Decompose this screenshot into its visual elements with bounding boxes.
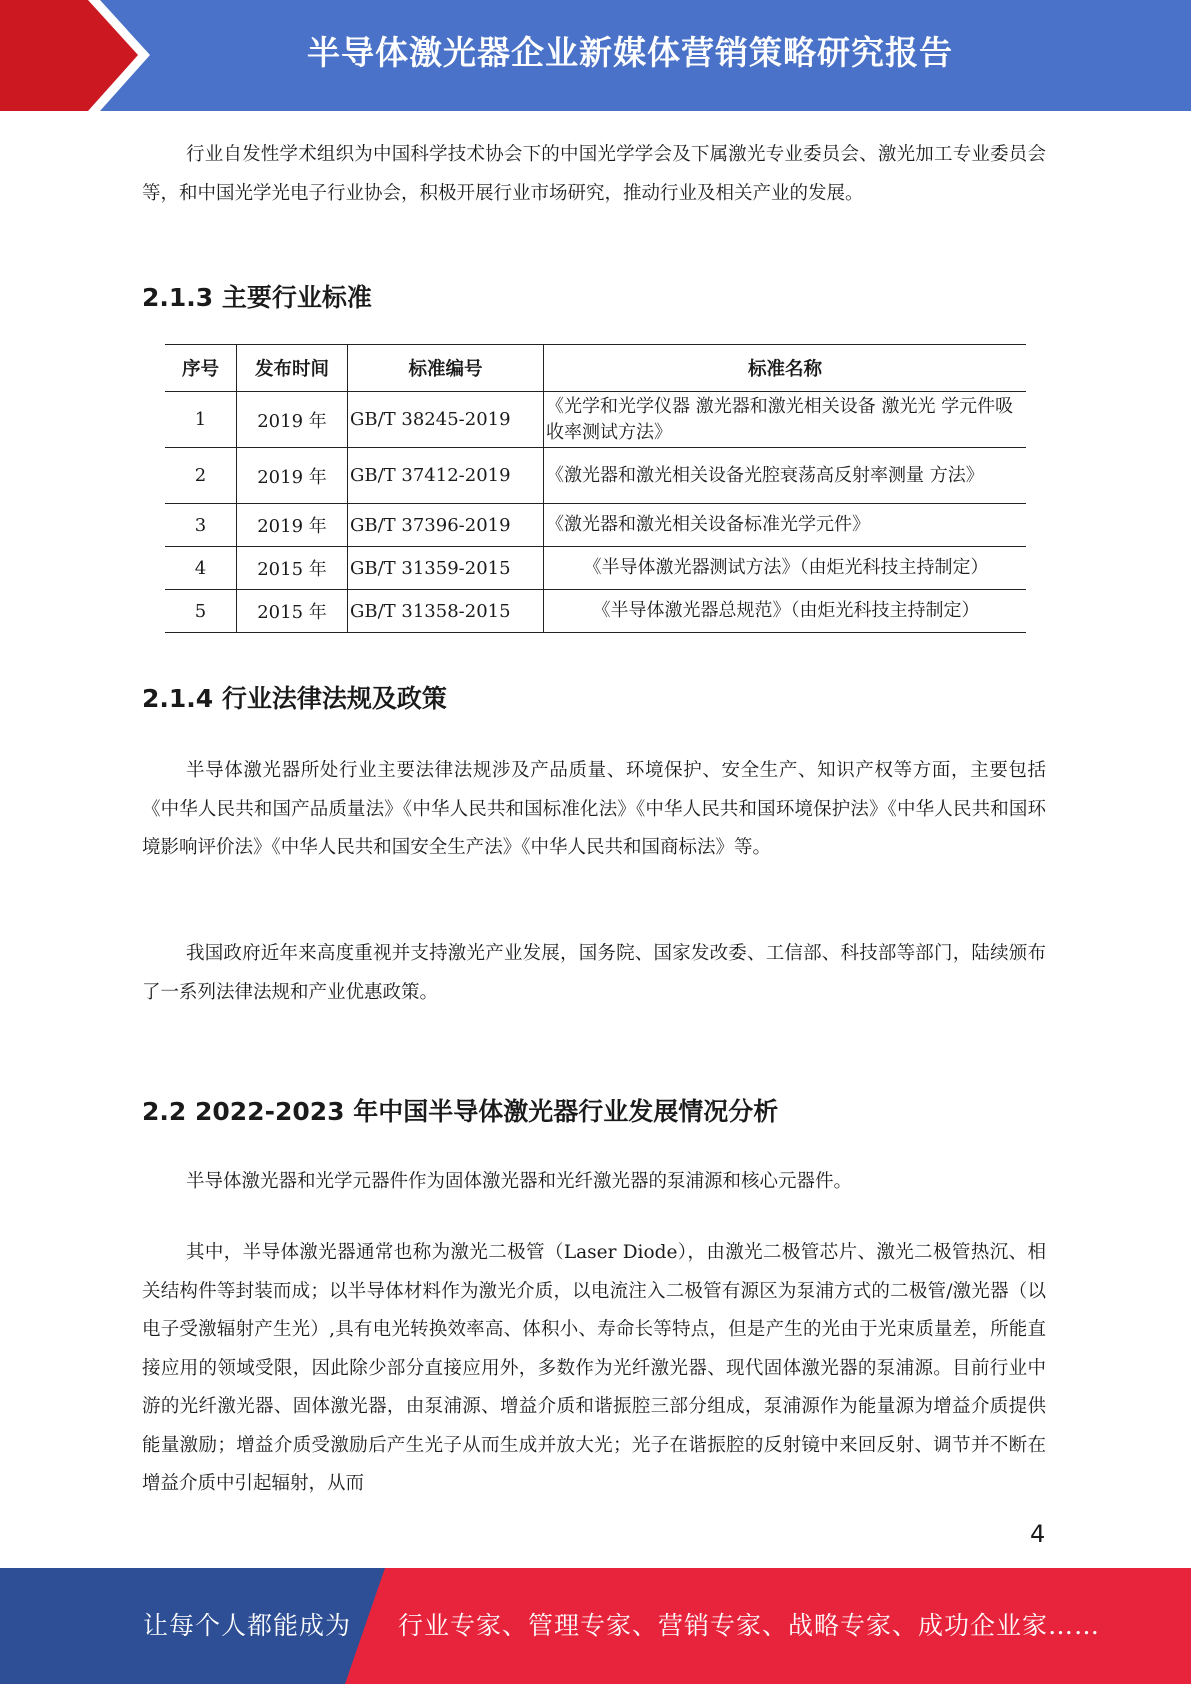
table-row [165, 590, 1026, 633]
table-row [165, 448, 1026, 504]
body-paragraph: 半导体激光器所处行业主要法律法规涉及产品质量、环境保护、安全生产、知识产权等方面，主要包括《中华人民共和国产品质量法》《中华人民共和国标准化法》《中华人民共和国环境保护法》《中华人民共和国环境影响评价法》《中华人民共和国安全生产法》《中华人民共和国商标法》等。 [142, 760, 1046, 858]
table-cell-date: 2015 年 [237, 547, 348, 590]
footer-slogan-right: 行业专家、管理专家、营销专家、战略专家、成功企业家…… [398, 1611, 1101, 1640]
table-cell-date: 2015 年 [237, 590, 348, 633]
table-row [165, 504, 1026, 547]
table-cell-name: 《半导体激光器总规范》（由炬光科技主持制定） [544, 590, 1027, 633]
table-cell-code: GB/T 31358-2015 [348, 590, 544, 633]
table-header-cell: 标准名称 [544, 345, 1027, 392]
page-number: 4 [1030, 1520, 1046, 1548]
table-cell-index: 4 [165, 547, 237, 590]
header-title: 半导体激光器企业新媒体营销策略研究报告 [307, 33, 953, 72]
body-paragraph: 半导体激光器和光学元器件作为固体激光器和光纤激光器的泵浦源和核心元器件。 [186, 1171, 853, 1192]
page-header [0, 0, 1191, 111]
table-header-cell: 标准编号 [348, 345, 544, 392]
table-cell-index: 5 [165, 590, 237, 633]
table-cell-code: GB/T 37412-2019 [348, 448, 544, 504]
body-paragraph: 我国政府近年来高度重视并支持激光产业发展，国务院、国家发改委、工信部、科技部等部门，陆续颁布了一系列法律法规和产业优惠政策。 [142, 943, 1046, 1003]
table-row [165, 547, 1026, 590]
table-row [165, 392, 1026, 448]
table-cell-date: 2019 年 [237, 504, 348, 547]
intro-paragraph: 行业自发性学术组织为中国科学技术协会下的中国光学学会及下属激光专业委员会、激光加工专业委员会等，和中国光学光电子行业协会，积极开展行业市场研究，推动行业及相关产业的发展。 [142, 144, 1046, 204]
table-cell-name: 《激光器和激光相关设备光腔衰荡高反射率测量 方法》 [544, 448, 1027, 504]
footer-slogan-left: 让每个人都能成为 [143, 1611, 352, 1640]
standards-table [165, 344, 1026, 633]
body-paragraph: 其中，半导体激光器通常也称为激光二极管（Laser Diode），由激光二极管芯片、激光二极管热沉、相关结构件等封装而成；以半导体材料作为激光介质，以电流注入二极管有源区为泵浦方式的二极管/激光器（以电子受激辐射产生光）,具有电光转换效率高、体积小、寿命长等特点，但是产生的光由于光束质量差，所能直接应用的领域受限，因此除少部分直接应用外，多数作为光纤激光器、现代固体激光器的泵浦源。目前行业中游的光纤激光器、固体激光器，由泵浦源、增益介质和谐振腔三部分组成，泵浦源作为能量源为增益介质提供能量激励；增益介质受激励后产生光子从而生成并放大光；光子在谐振腔的反射镜中来回反射、调节并不断在增益介质中引起辐射，从而 [142, 1242, 1046, 1494]
header-arrow-decoration [0, 0, 150, 111]
section-heading-2-1-4: 2.1.4 行业法律法规及政策 [142, 684, 447, 713]
table-cell-code: GB/T 37396-2019 [348, 504, 544, 547]
table-cell-date: 2019 年 [237, 448, 348, 504]
table-cell-name: 《光学和光学仪器 激光器和激光相关设备 激光光 学元件吸收率测试方法》 [544, 392, 1027, 448]
table-cell-index: 3 [165, 504, 237, 547]
table-header-cell: 序号 [165, 345, 237, 392]
table-header-cell: 发布时间 [237, 345, 348, 392]
section-heading-2-1-3: 2.1.3 主要行业标准 [142, 283, 372, 312]
section-heading-2-2: 2.2 2022-2023 年中国半导体激光器行业发展情况分析 [142, 1097, 779, 1126]
table-cell-name: 《激光器和激光相关设备标准光学元件》 [544, 504, 1027, 547]
table-cell-index: 1 [165, 392, 237, 448]
table-header-row [165, 345, 1026, 392]
table-cell-index: 2 [165, 448, 237, 504]
table-cell-name: 《半导体激光器测试方法》（由炬光科技主持制定） [544, 547, 1027, 590]
table-cell-code: GB/T 38245-2019 [348, 392, 544, 448]
table-cell-date: 2019 年 [237, 392, 348, 448]
table-cell-code: GB/T 31359-2015 [348, 547, 544, 590]
